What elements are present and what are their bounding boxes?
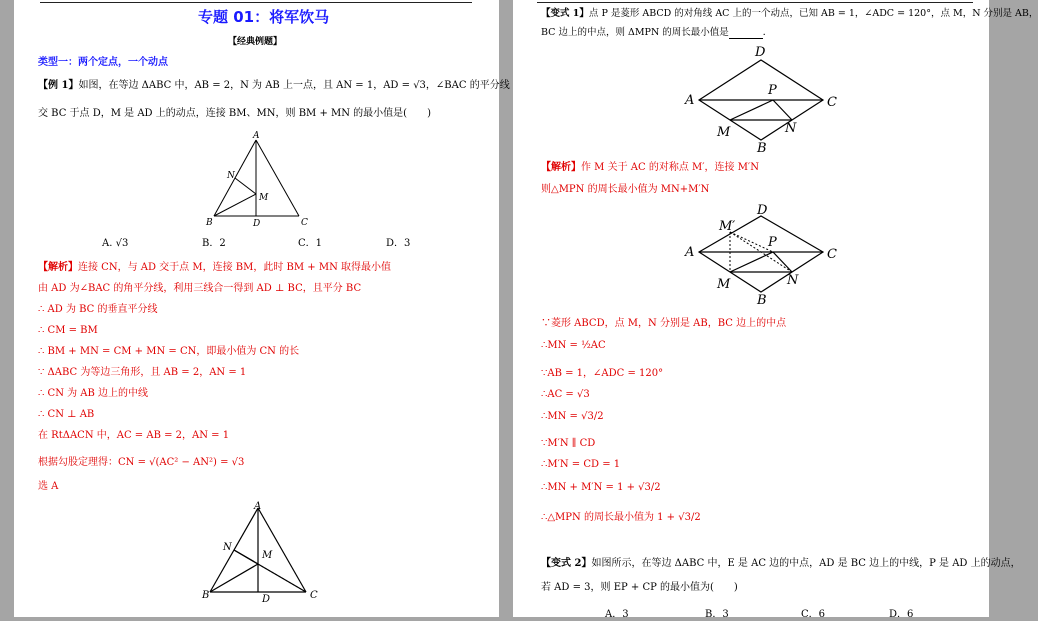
fig1-label-d: D: [253, 219, 261, 229]
var1-step-4: ∴AC = √3: [541, 389, 590, 400]
fig3-label-p: P: [768, 83, 777, 98]
page-title: 专题 01：将军饮马: [198, 8, 330, 26]
analysis-line-6: ∵ ΔABC 为等边三角形，且 AB = 2，AN = 1: [38, 367, 247, 378]
var1-step-7: ∴M′N = CD = 1: [541, 459, 621, 470]
var1-analysis-2: 则△MPN 的周长最小值为 MN+M′N: [541, 184, 710, 195]
var2-option-d[interactable]: D．6: [889, 609, 914, 620]
analysis-line-1: 【解析】连接 CN，与 AD 交于点 M，连接 BM，此时 BM + MN 取得最小值: [38, 262, 392, 273]
var1-step-9: ∴△MPN 的周长最小值为 1 + √3/2: [541, 512, 701, 523]
fig4-label-p: P: [768, 235, 777, 250]
right-page: [513, 0, 1038, 620]
analysis-line-4: ∴ CM = BM: [38, 325, 98, 336]
var1-analysis-1: 【解析】作 M 关于 AC 的对称点 M′，连接 M′N: [541, 162, 759, 173]
fig3-label-m: M: [717, 125, 731, 140]
fig3-label-n: N: [785, 121, 797, 136]
fig4-label-m: M: [717, 277, 731, 292]
analysis-line-11: 选 A: [38, 481, 59, 492]
fig1-label-m: M: [259, 193, 269, 203]
analysis-line-10: 根据勾股定理得：CN = √(AC² − AN²) = √3: [38, 457, 245, 468]
analysis-tag: 【解析】: [38, 262, 78, 273]
option-b[interactable]: B．2: [202, 238, 226, 249]
var1-step-3: ∵AB = 1，∠ADC = 120°: [541, 368, 664, 379]
rhombus-figure-2: [683, 200, 843, 308]
var2-option-c[interactable]: C．6: [801, 609, 826, 620]
fig4-label-d: D: [757, 203, 768, 218]
var1-line1: 【变式 1】点 P 是菱形 ABCD 的对角线 AC 上的一个动点，已知 AB = 1，∠ADC = 120°，点 M，N 分别是 AB，: [541, 8, 1038, 19]
analysis-line-8: ∴ CN ⊥ AB: [38, 409, 95, 420]
analysis-line-3: ∴ AD 为 BC 的垂直平分线: [38, 304, 158, 315]
fig1-label-n: N: [227, 171, 235, 181]
fig2-label-d: D: [262, 594, 271, 605]
example1-tag: 【例 1】: [38, 80, 79, 91]
section-tag: 【经典例题】: [228, 37, 283, 47]
example1-line2: 交 BC 于点 D，M 是 AD 上的动点，连接 BM、MN，则 BM + MN 的最小值是( ): [38, 108, 431, 119]
fig1-label-c: C: [301, 218, 308, 228]
option-d[interactable]: D．3: [386, 238, 411, 249]
analysis-line-2: 由 AD 为∠BAC 的角平分线，利用三线合一得到 AD ⊥ BC，且平分 BC: [38, 283, 362, 294]
var2-line1: 【变式 2】如图所示，在等边 ΔABC 中，E 是 AC 边的中点，AD 是 BC 边上的中线，P 是 AD 上的动点，: [541, 558, 1021, 569]
var2-option-a[interactable]: A．3: [605, 609, 629, 620]
fig2-label-a: A: [254, 501, 262, 512]
var1-analysis-tag: 【解析】: [541, 162, 581, 173]
var1-step-5: ∴MN = √3/2: [541, 411, 604, 422]
example1-line1: [38, 80, 510, 92]
fig4-label-b: B: [757, 293, 767, 308]
header-rule: [40, 2, 472, 3]
fig4-label-a: A: [685, 245, 695, 260]
fig4-label-c: C: [827, 247, 837, 262]
fig3-label-a: A: [685, 93, 695, 108]
analysis-line-7: ∴ CN 为 AB 边上的中线: [38, 388, 149, 399]
fig3-label-d: D: [755, 45, 766, 60]
fig2-label-b: B: [202, 590, 210, 601]
header-rule-right: [537, 2, 973, 3]
var2-option-b[interactable]: B．3: [705, 609, 729, 620]
fig4-label-m-prime: M′: [719, 219, 736, 234]
var1-line2: BC 边上的中点，则 ΔMPN 的周长最小值是 ．: [541, 27, 773, 38]
answer-blank[interactable]: [729, 29, 763, 39]
type-heading: 类型一：两个定点，一个动点: [38, 57, 168, 68]
fig4-label-n: N: [787, 273, 799, 288]
var1-step-1: ∵菱形 ABCD，点 M，N 分别是 AB，BC 边上的中点: [541, 318, 787, 329]
fig1-label-a: A: [253, 131, 260, 141]
fig2-label-m: M: [262, 550, 273, 561]
var1-tag: 【变式 1】: [541, 8, 589, 19]
fig3-label-b: B: [757, 141, 767, 156]
rhombus-figure-1: [683, 42, 843, 156]
triangle-figure-1: [204, 130, 316, 228]
analysis-line-5: ∴ BM + MN = CM + MN = CN，即最小值为 CN 的长: [38, 346, 300, 357]
left-page: [14, 0, 510, 617]
option-c[interactable]: C．1: [298, 238, 323, 249]
var1-step-6: ∵M′N ∥ CD: [541, 438, 596, 449]
fig3-label-c: C: [827, 95, 837, 110]
var2-tag: 【变式 2】: [541, 558, 592, 569]
var1-step-8: ∴MN + M′N = 1 + √3/2: [541, 482, 661, 493]
var2-line2: 若 AD = 3，则 EP + CP 的最小值为( ): [541, 582, 738, 593]
var1-step-2: ∴MN = ½AC: [541, 340, 606, 351]
analysis-line-9: 在 RtΔACN 中，AC = AB = 2，AN = 1: [38, 430, 230, 441]
example1-text1: 如图，在等边 ΔABC 中，AB = 2，N 为 AB 上一点，且 AN = 1，AD = √3，∠BAC 的平分线: [78, 80, 510, 91]
fig2-label-c: C: [310, 590, 318, 601]
triangle-figure-2: [202, 500, 332, 617]
fig1-label-b: B: [206, 218, 213, 228]
option-a[interactable]: A. √3: [102, 238, 129, 249]
fig2-label-n: N: [223, 542, 232, 553]
